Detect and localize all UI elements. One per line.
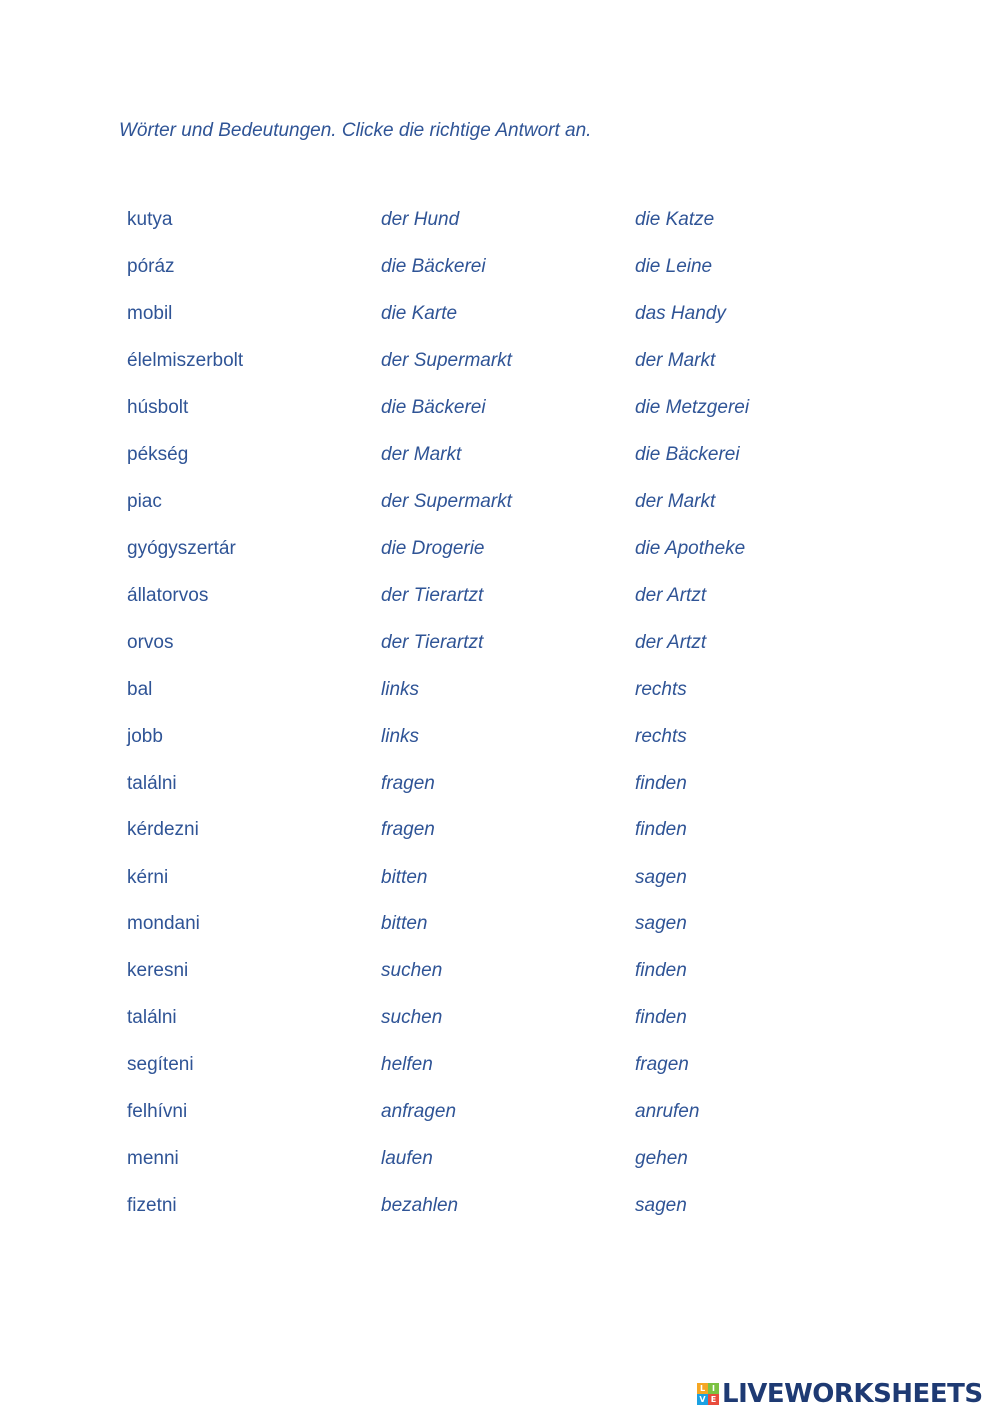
list-item (0, 303, 1000, 333)
hungarian-word: segíteni (127, 1054, 194, 1075)
answer-option-b[interactable]: die Leine (635, 256, 713, 277)
answer-option-b[interactable]: sagen (635, 867, 687, 888)
answer-option-a[interactable]: bitten (381, 867, 428, 888)
list-item (0, 1195, 1000, 1225)
answer-option-a[interactable]: anfragen (381, 1101, 457, 1122)
list-item (0, 209, 1000, 239)
answer-option-a[interactable]: fragen (381, 773, 435, 794)
hungarian-word: találni (127, 1007, 177, 1028)
list-item (0, 1101, 1000, 1131)
list-item (0, 1148, 1000, 1178)
hungarian-word: piac (127, 491, 162, 512)
answer-option-a[interactable]: die Drogerie (381, 538, 485, 559)
list-item (0, 397, 1000, 427)
hungarian-word: keresni (127, 960, 189, 981)
list-item (0, 256, 1000, 286)
answer-option-a[interactable]: fragen (381, 819, 435, 840)
answer-option-a[interactable]: der Markt (381, 444, 462, 465)
logo-text: LIVEWORKSHEETS (722, 1379, 983, 1409)
hungarian-word: mobil (127, 303, 173, 324)
answer-option-b[interactable]: sagen (635, 913, 687, 934)
answer-option-a[interactable]: die Karte (381, 303, 458, 324)
hungarian-word: kutya (127, 209, 173, 230)
answer-option-b[interactable]: rechts (635, 726, 687, 747)
answer-option-b[interactable]: finden (635, 773, 687, 794)
answer-option-b[interactable]: die Bäckerei (635, 444, 740, 465)
answer-option-b[interactable]: das Handy (635, 303, 726, 324)
logo-icon: L I V E (697, 1383, 719, 1405)
hungarian-word: fizetni (127, 1195, 177, 1216)
answer-option-a[interactable]: der Tierartzt (381, 585, 484, 606)
list-item (0, 1007, 1000, 1037)
answer-option-b[interactable]: finden (635, 819, 687, 840)
hungarian-word: póráz (127, 256, 175, 277)
answer-option-a[interactable]: der Tierartzt (381, 632, 484, 653)
list-item (0, 773, 1000, 803)
answer-option-a[interactable]: der Supermarkt (381, 491, 512, 512)
hungarian-word: orvos (127, 632, 174, 653)
liveworksheets-logo (697, 1378, 983, 1410)
answer-option-b[interactable]: finden (635, 1007, 687, 1028)
answer-option-b[interactable]: die Metzgerei (635, 397, 750, 418)
hungarian-word: találni (127, 773, 177, 794)
answer-option-b[interactable]: finden (635, 960, 687, 981)
answer-option-a[interactable]: laufen (381, 1148, 433, 1169)
hungarian-word: élelmiszerbolt (127, 350, 244, 371)
answer-option-b[interactable]: anrufen (635, 1101, 700, 1122)
answer-option-b[interactable]: der Markt (635, 491, 716, 512)
list-item (0, 913, 1000, 943)
answer-option-b[interactable]: gehen (635, 1148, 688, 1169)
list-item (0, 491, 1000, 521)
answer-option-b[interactable]: der Artzt (635, 585, 707, 606)
hungarian-word: kérdezni (127, 819, 199, 840)
answer-option-a[interactable]: der Hund (381, 209, 460, 230)
list-item (0, 960, 1000, 990)
hungarian-word: kérni (127, 867, 169, 888)
list-item (0, 538, 1000, 568)
hungarian-word: állatorvos (127, 585, 209, 606)
hungarian-word: mondani (127, 913, 200, 934)
list-item (0, 867, 1000, 897)
answer-option-a[interactable]: die Bäckerei (381, 256, 486, 277)
hungarian-word: menni (127, 1148, 179, 1169)
answer-option-a[interactable]: bitten (381, 913, 428, 934)
list-item (0, 350, 1000, 380)
answer-option-b[interactable]: die Katze (635, 209, 715, 230)
answer-option-b[interactable]: rechts (635, 679, 687, 700)
hungarian-word: gyógyszertár (127, 538, 236, 559)
list-item (0, 632, 1000, 662)
answer-option-a[interactable]: links (381, 726, 420, 747)
answer-option-a[interactable]: suchen (381, 1007, 443, 1028)
answer-option-a[interactable]: bezahlen (381, 1195, 459, 1216)
answer-option-b[interactable]: der Markt (635, 350, 716, 371)
hungarian-word: pékség (127, 444, 189, 465)
answer-option-b[interactable]: der Artzt (635, 632, 707, 653)
answer-option-a[interactable]: die Bäckerei (381, 397, 486, 418)
list-item (0, 726, 1000, 756)
hungarian-word: bal (127, 679, 153, 700)
list-item (0, 444, 1000, 474)
list-item (0, 679, 1000, 709)
answer-option-a[interactable]: suchen (381, 960, 443, 981)
answer-option-a[interactable]: helfen (381, 1054, 433, 1075)
answer-option-a[interactable]: links (381, 679, 420, 700)
answer-option-b[interactable]: die Apotheke (635, 538, 746, 559)
instruction-text: Wörter und Bedeutungen. Clicke die richtige Antwort an. (119, 120, 592, 141)
answer-option-a[interactable]: der Supermarkt (381, 350, 512, 371)
answer-option-b[interactable]: sagen (635, 1195, 687, 1216)
hungarian-word: felhívni (127, 1101, 188, 1122)
answer-option-b[interactable]: fragen (635, 1054, 689, 1075)
list-item (0, 1054, 1000, 1084)
hungarian-word: jobb (127, 726, 163, 747)
hungarian-word: húsbolt (127, 397, 189, 418)
list-item (0, 819, 1000, 849)
list-item (0, 585, 1000, 615)
